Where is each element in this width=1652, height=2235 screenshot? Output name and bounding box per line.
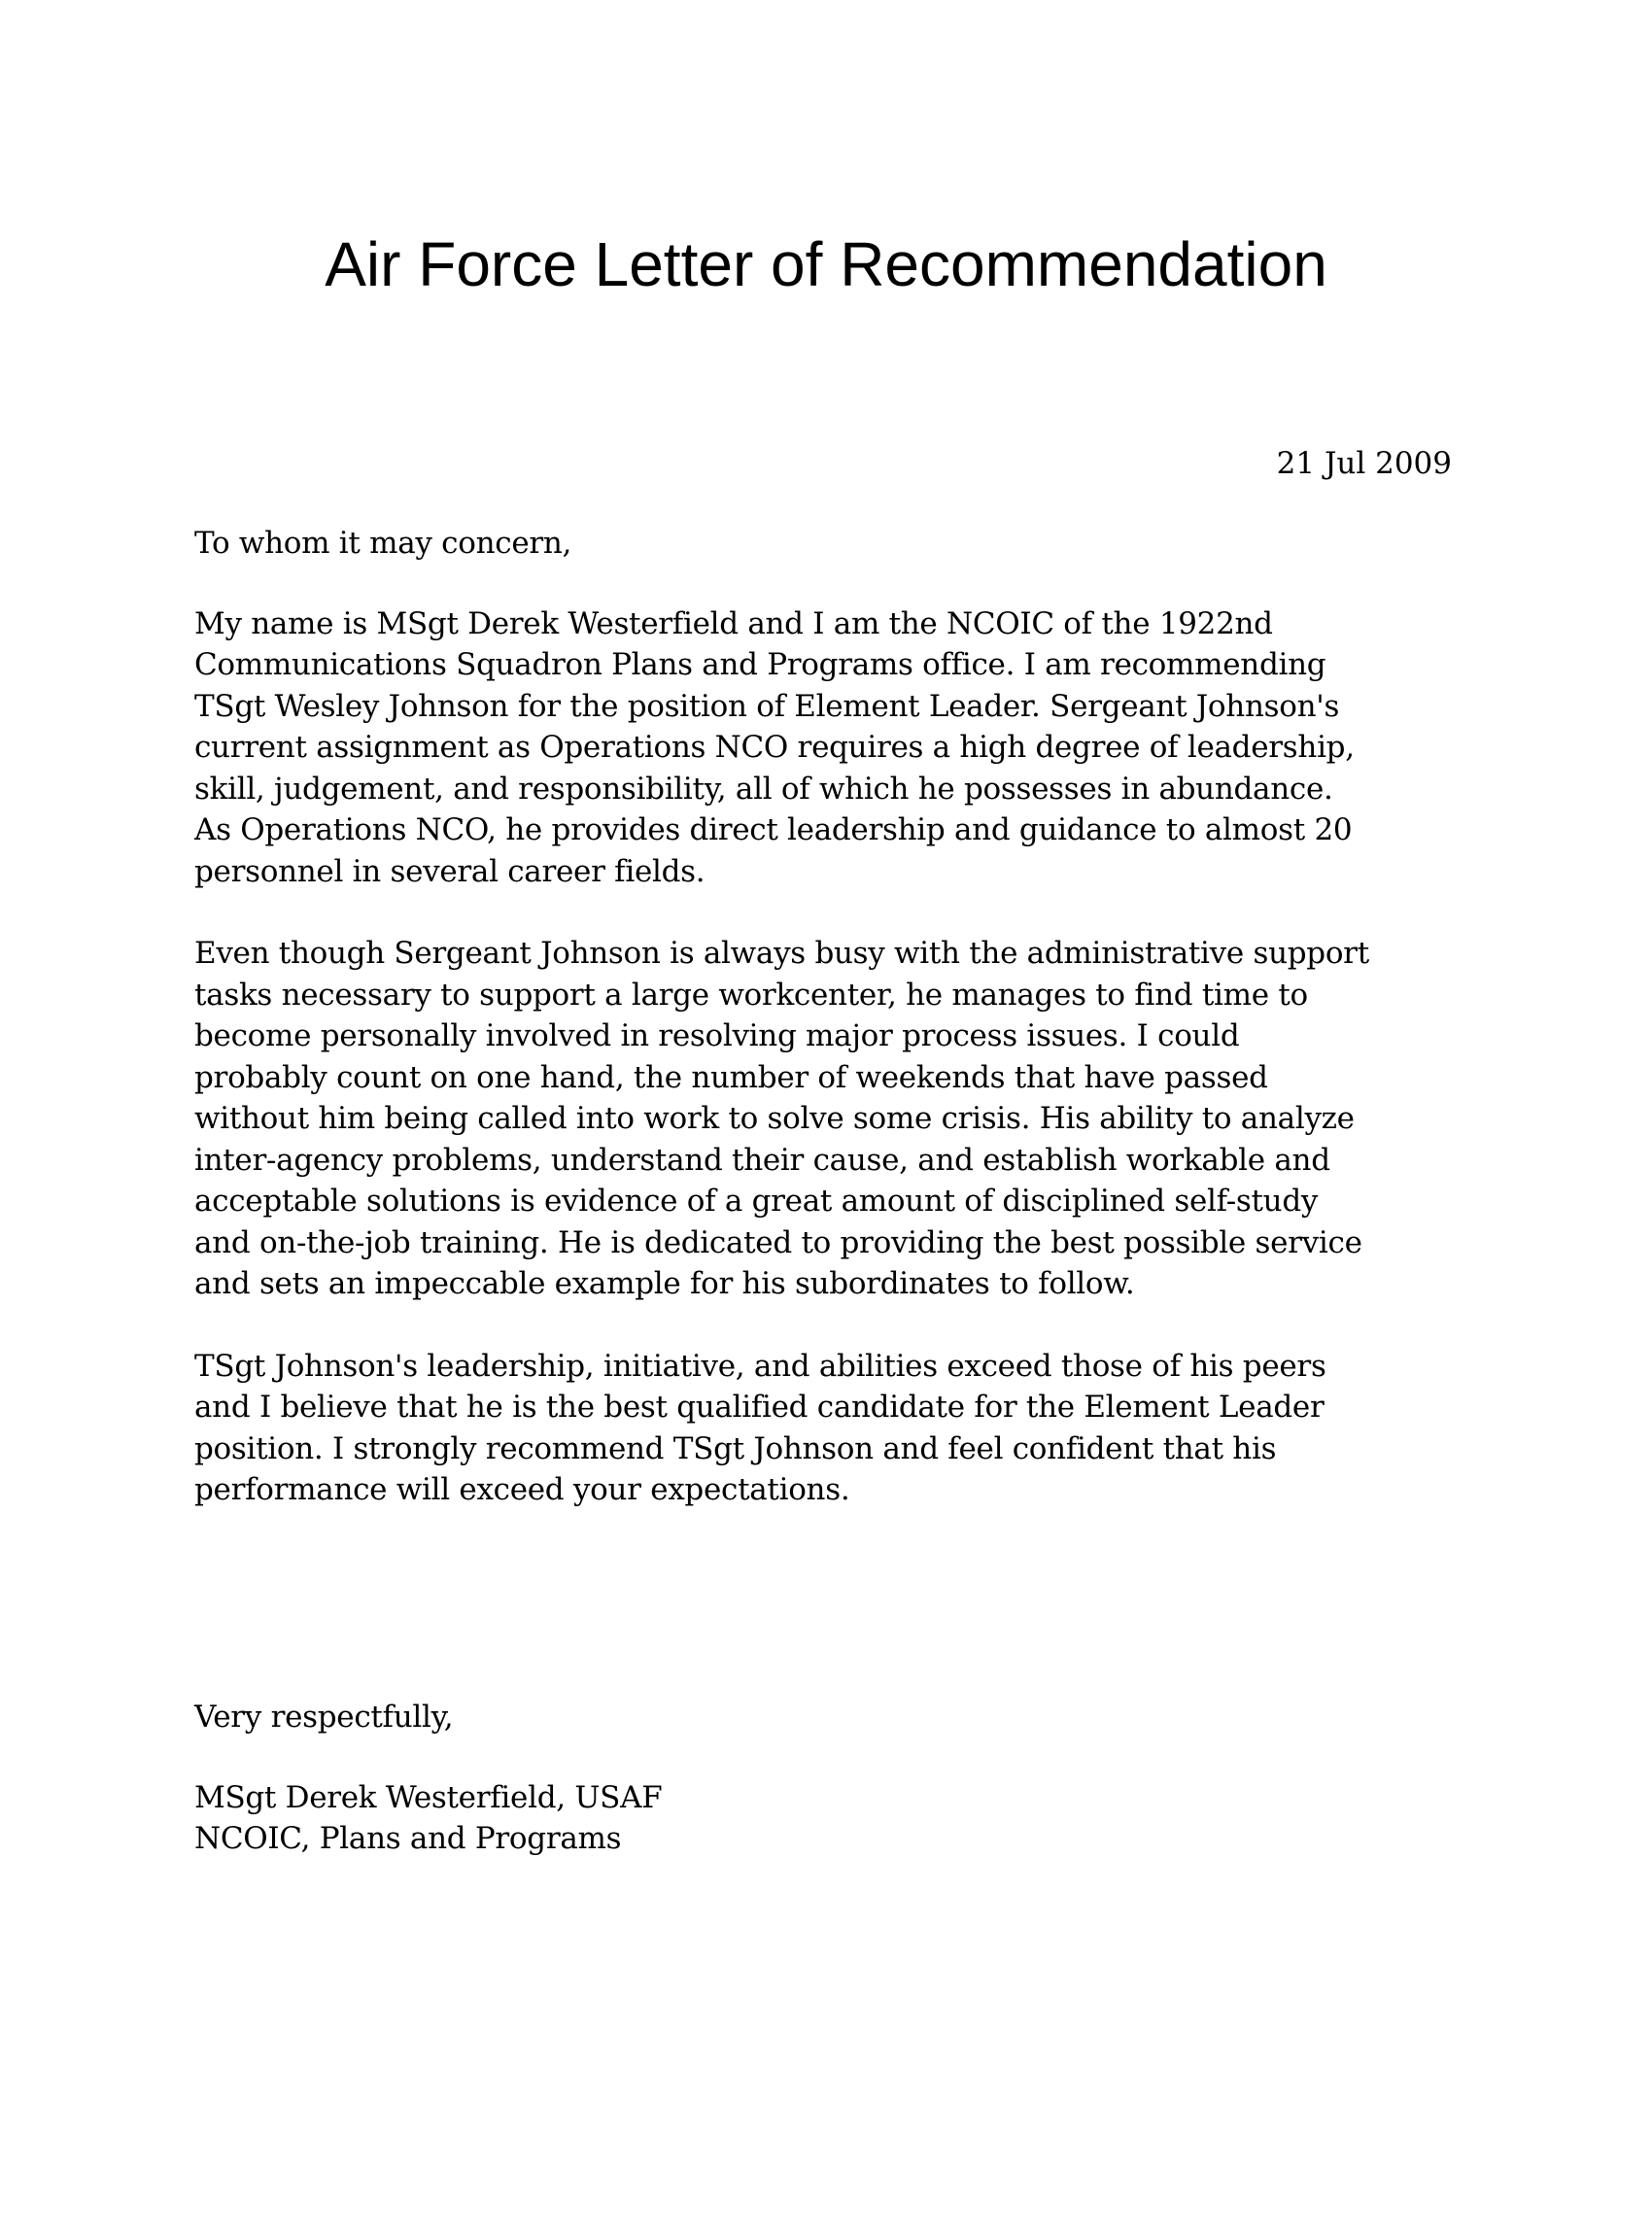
signature-position: NCOIC, Plans and Programs bbox=[194, 1821, 622, 1856]
paragraph-performance bbox=[194, 933, 1477, 1305]
text-line: personnel in several career fields. bbox=[194, 853, 706, 889]
closing-block bbox=[194, 1697, 662, 1860]
paragraph-recommendation bbox=[194, 1346, 1477, 1511]
text-line: and I believe that he is the best qualified candidate for the Element Leader bbox=[194, 1390, 1325, 1425]
text-line: TSgt Wesley Johnson for the position of Element Leader. Sergeant Johnson's bbox=[194, 688, 1340, 724]
text-line: Communications Squadron Plans and Programs office. I am recommending bbox=[194, 647, 1326, 682]
text-line: probably count on one hand, the number of weekends that have passed bbox=[194, 1059, 1268, 1095]
closing: Very respectfully, bbox=[194, 1700, 454, 1735]
letter-body bbox=[194, 523, 1477, 1552]
paragraph-introduction bbox=[194, 603, 1477, 893]
text-line: without him being called into work to solve some crisis. His ability to analyze bbox=[194, 1101, 1355, 1136]
text-line: become personally involved in resolving major process issues. I could bbox=[194, 1018, 1240, 1053]
text-line: As Operations NCO, he provides direct leadership and guidance to almost 20 bbox=[194, 812, 1353, 847]
text-line: skill, judgement, and responsibility, all of which he possesses in abundance. bbox=[194, 771, 1333, 807]
text-line: My name is MSgt Derek Westerfield and I am the NCOIC of the 1922nd bbox=[194, 605, 1273, 641]
text-line: current assignment as Operations NCO requires a high degree of leadership, bbox=[194, 730, 1355, 765]
text-line: and sets an impeccable example for his subordinates to follow. bbox=[194, 1266, 1135, 1301]
signature-name: MSgt Derek Westerfield, USAF bbox=[194, 1779, 663, 1815]
text-line: acceptable solutions is evidence of a great amount of disciplined self-study bbox=[194, 1184, 1319, 1219]
text-line: tasks necessary to support a large workcenter, he manages to find time to bbox=[194, 977, 1308, 1013]
letter-title: Air Force Letter of Recommendation bbox=[325, 229, 1327, 299]
text-line: position. I strongly recommend TSgt Johnson and feel confident that his bbox=[194, 1430, 1277, 1466]
text-line: inter-agency problems, understand their cause, and establish workable and bbox=[194, 1142, 1330, 1178]
letter-date: 21 Jul 2009 bbox=[1276, 446, 1452, 481]
text-line: performance will exceed your expectations. bbox=[194, 1472, 850, 1507]
text-line: Even though Sergeant Johnson is always busy with the administrative support bbox=[194, 936, 1369, 971]
salutation: To whom it may concern, bbox=[194, 526, 572, 561]
text-line: and on-the-job training. He is dedicated to providing the best possible service bbox=[194, 1224, 1362, 1260]
text-line: TSgt Johnson's leadership, initiative, and abilities exceed those of his peers bbox=[194, 1348, 1326, 1384]
